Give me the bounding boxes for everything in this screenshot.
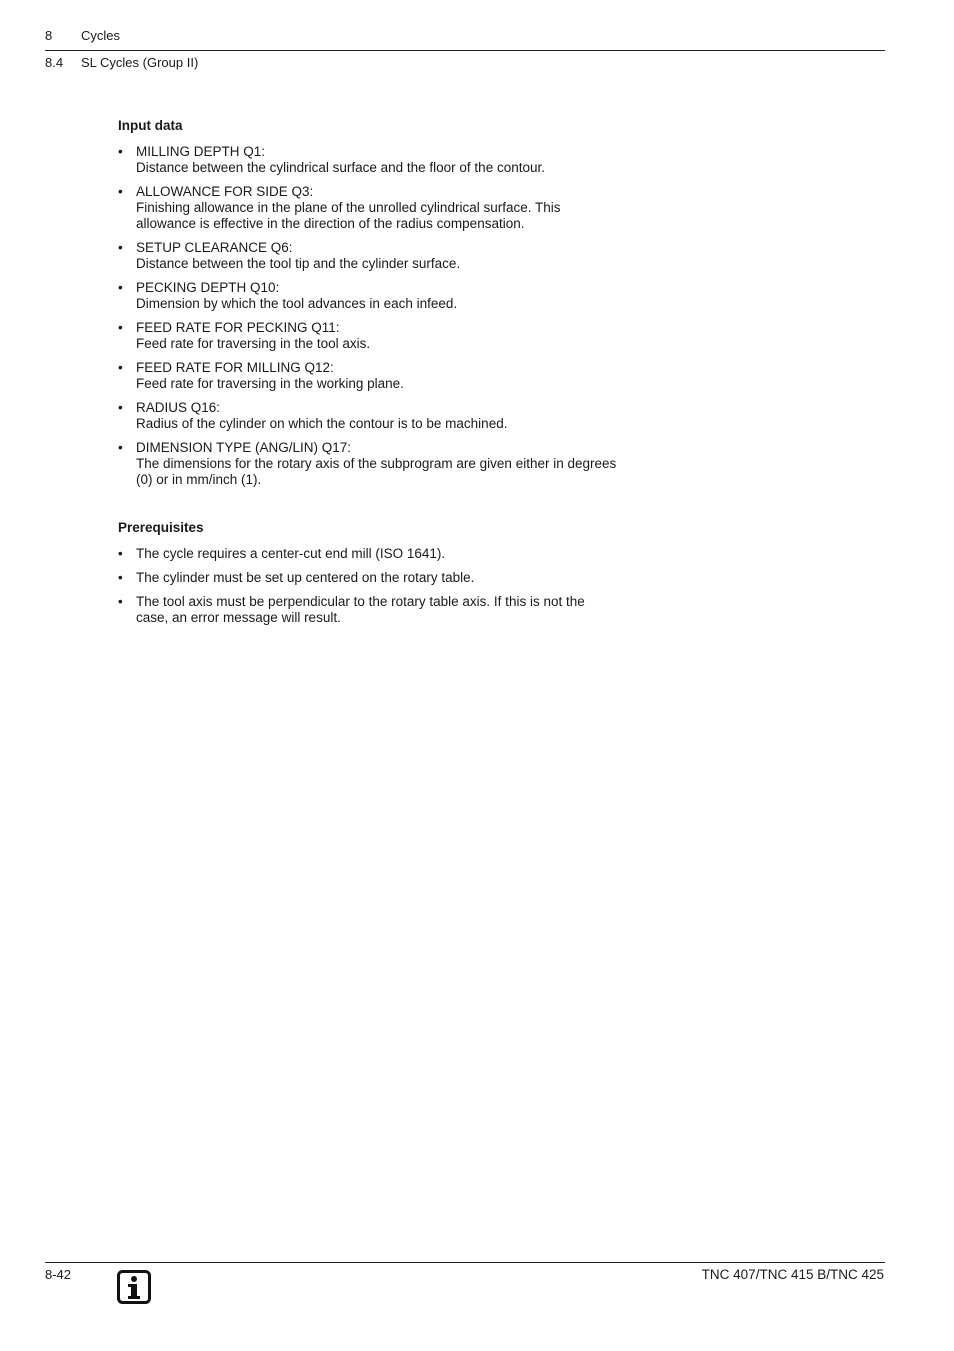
param-label: • ALLOWANCE FOR SIDE Q3:	[136, 184, 314, 199]
section-title: SL Cycles (Group II)	[81, 55, 199, 70]
chapter-title: Cycles	[81, 28, 121, 43]
param-description: Radius of the cylinder on which the contour is to be machined.	[136, 416, 508, 431]
list-item	[118, 360, 618, 392]
prerequisites-title: Prerequisites	[118, 520, 204, 535]
param-description: Feed rate for traversing in the tool axis.	[136, 336, 371, 351]
list-item	[118, 440, 618, 488]
input-data-title: Input data	[118, 118, 183, 133]
param-label: • RADIUS Q16:	[136, 400, 221, 415]
footer-divider	[45, 1262, 885, 1263]
list-item	[118, 184, 618, 232]
header-divider	[45, 50, 885, 51]
prerequisites-section	[118, 520, 618, 634]
list-item: • The cycle requires a center-cut end mill (ISO 1641).	[118, 546, 618, 562]
list-item: • The cylinder must be set up centered on the rotary table.	[118, 570, 618, 586]
param-description: Feed rate for traversing in the working plane.	[136, 376, 404, 391]
prerequisites-list	[118, 546, 618, 626]
param-description: Distance between the tool tip and the cylinder surface.	[136, 256, 461, 271]
param-label: • FEED RATE FOR MILLING Q12:	[136, 360, 334, 375]
product-name: TNC 407/TNC 415 B/TNC 425	[701, 1267, 884, 1282]
param-description: Finishing allowance in the plane of the unrolled cylindrical surface. This allowance is effective in the direction of the radius compensation.	[136, 200, 561, 231]
input-data-list	[118, 144, 618, 488]
param-label: • PECKING DEPTH Q10:	[136, 280, 280, 295]
chapter-number: 8	[45, 28, 53, 43]
list-item	[118, 144, 618, 176]
list-item: • The tool axis must be perpendicular to the rotary table axis. If this is not the case, an error message will result.	[118, 594, 618, 626]
page-number: 8-42	[45, 1267, 72, 1282]
list-item	[118, 400, 618, 432]
input-data-section	[118, 118, 618, 496]
list-item	[118, 280, 618, 312]
section-header	[45, 55, 198, 71]
chapter-header	[45, 28, 120, 44]
param-label: • MILLING DEPTH Q1:	[136, 144, 266, 159]
param-label: • SETUP CLEARANCE Q6:	[136, 240, 293, 255]
param-description: Dimension by which the tool advances in each infeed.	[136, 296, 458, 311]
param-description: Distance between the cylindrical surface and the floor of the contour.	[136, 160, 545, 175]
param-label: • DIMENSION TYPE (ANG/LIN) Q17:	[136, 440, 352, 455]
param-description: The dimensions for the rotary axis of the subprogram are given either in degrees (0) or in mm/inch (1).	[136, 456, 617, 487]
info-icon	[117, 1270, 151, 1304]
list-item	[118, 320, 618, 352]
list-item	[118, 240, 618, 272]
param-label: • FEED RATE FOR PECKING Q11:	[136, 320, 340, 335]
section-number: 8.4	[45, 55, 64, 70]
